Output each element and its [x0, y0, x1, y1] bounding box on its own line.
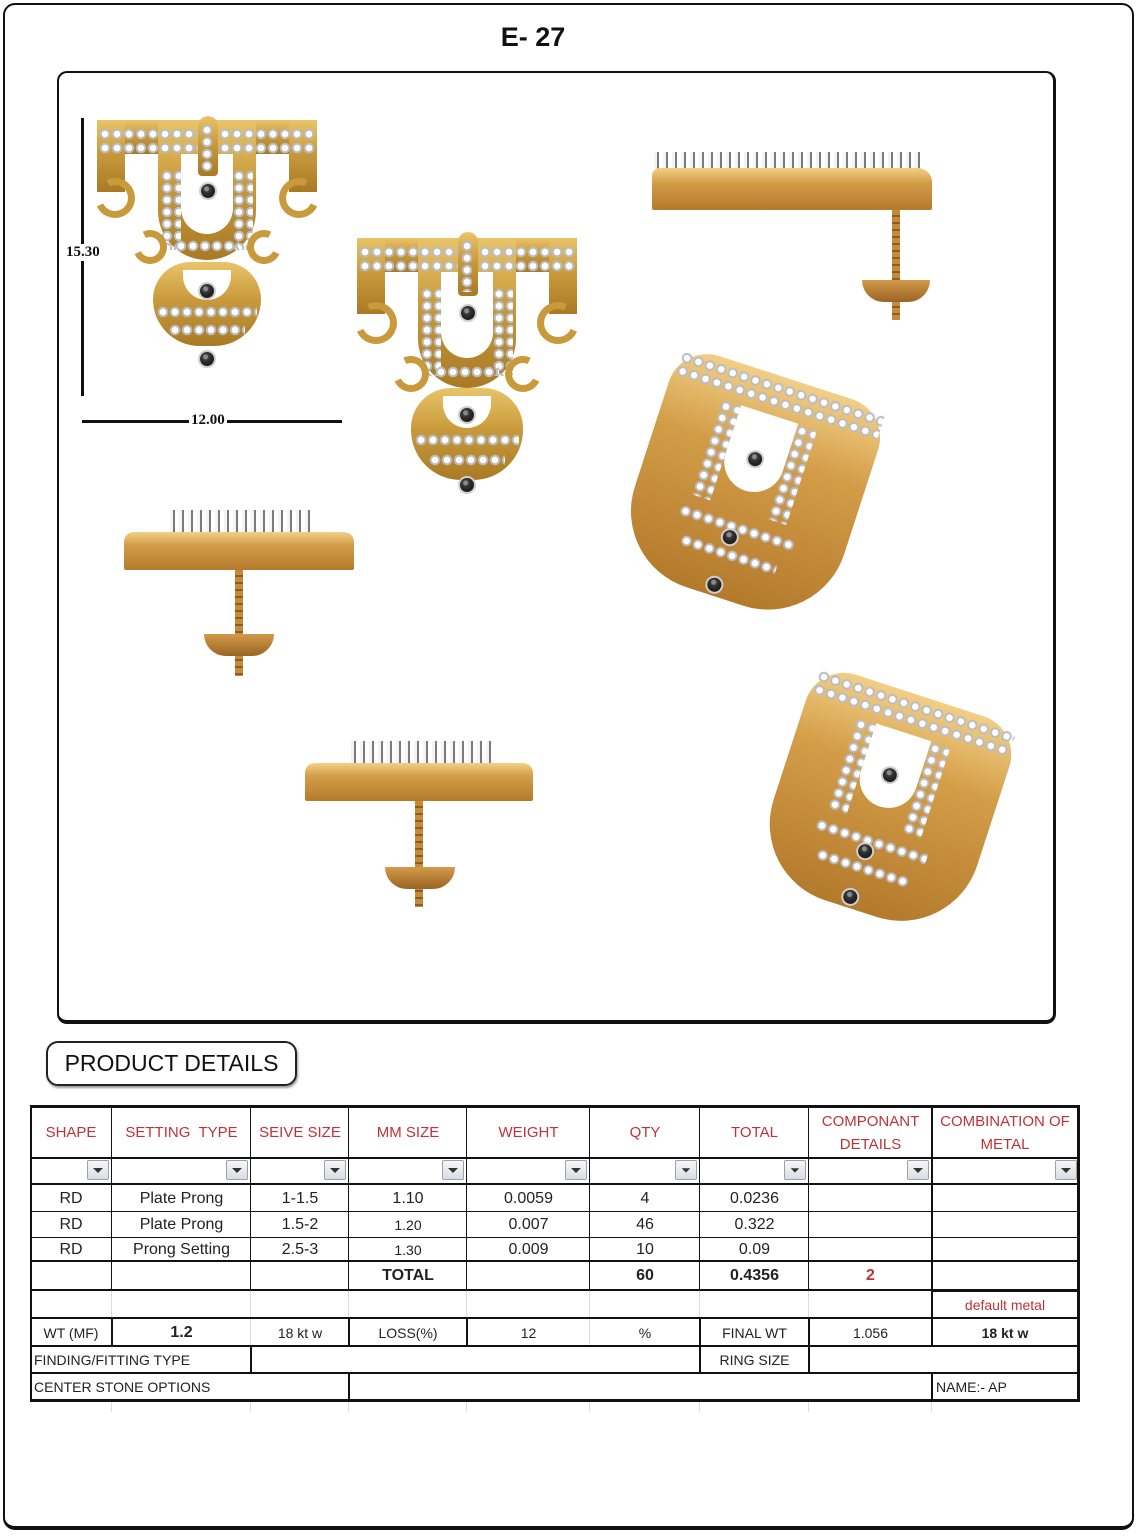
grid-line — [589, 1105, 590, 1290]
mm-size-filter-dropdown[interactable] — [442, 1160, 464, 1180]
row2-total: 0.322 — [734, 1216, 775, 1233]
header-seive-size: SEIVE SIZE — [259, 1124, 341, 1141]
grid-line — [250, 1105, 251, 1290]
seive-size-filter-dropdown[interactable] — [324, 1160, 346, 1180]
name-label: NAME:- AP — [936, 1379, 1007, 1395]
row2-seive-size: 1.5-2 — [281, 1216, 319, 1233]
grid-line — [30, 1211, 1080, 1212]
grid-line — [699, 1105, 700, 1290]
grid-line — [931, 1372, 933, 1401]
chevron-down-icon — [93, 1168, 103, 1173]
side-view-bottom — [305, 733, 533, 909]
row2-weight: 0.007 — [508, 1216, 549, 1233]
grid-line — [30, 1260, 1080, 1262]
loss-value: 12 — [520, 1324, 537, 1341]
row1-setting-type: Plate Prong — [139, 1189, 224, 1207]
chevron-down-icon — [330, 1168, 340, 1173]
grid-line — [30, 1372, 1080, 1374]
center-stone-value[interactable] — [349, 1374, 932, 1400]
row3-total: 0.09 — [738, 1240, 771, 1258]
width-dimension-label: 12.00 — [191, 412, 225, 428]
design-code-title: E- 27 — [500, 22, 566, 52]
chevron-down-icon — [232, 1168, 242, 1173]
default-metal-label: default metal — [964, 1296, 1046, 1313]
filter-funnel-icon: ⏷ — [681, 1163, 691, 1177]
header-shape: SHAPE — [45, 1124, 97, 1141]
final-wt-value: 1.056 — [852, 1324, 889, 1341]
grid-line — [932, 1290, 1080, 1292]
final-wt-label: FINAL WT — [722, 1324, 787, 1341]
row1-total: 0.0236 — [730, 1189, 779, 1207]
grid-line — [348, 1105, 349, 1290]
chevron-down-icon — [1061, 1168, 1071, 1173]
finding-fitting-label: FINDING/FITTING TYPE — [34, 1352, 191, 1368]
grid-line — [808, 1317, 810, 1374]
header-total: TOTAL — [731, 1124, 778, 1141]
total-row-componant: 2 — [866, 1267, 875, 1284]
total-row-qty: 60 — [636, 1267, 654, 1284]
height-dimension-label: 15.30 — [66, 244, 100, 260]
grid-line — [808, 1105, 809, 1290]
row3-mm-size: 1.30 — [394, 1241, 422, 1258]
row1-mm-size: 1.10 — [392, 1189, 424, 1207]
grid-line — [931, 1105, 933, 1347]
grid-line — [30, 1157, 1080, 1159]
final-wt-metal: 18 kt w — [981, 1324, 1029, 1341]
header-combination-of-metal: COMBINATION OF METAL — [940, 1112, 1070, 1153]
grid-line — [466, 1317, 468, 1347]
qty-filter-dropdown[interactable] — [675, 1160, 697, 1180]
grid-line — [30, 1289, 1080, 1291]
wt-mf-metal: 18 kt w — [277, 1324, 323, 1341]
weight-filter-dropdown[interactable] — [565, 1160, 587, 1180]
grid-line — [111, 1317, 113, 1347]
filter-funnel-icon: ⏷ — [790, 1163, 800, 1177]
wt-mf-label: WT (MF) — [43, 1324, 99, 1341]
header-weight: WEIGHT — [498, 1124, 559, 1141]
row1-seive-size: 1-1.5 — [281, 1189, 319, 1207]
grid-line — [699, 1317, 701, 1374]
ring-size-value[interactable] — [809, 1347, 1078, 1373]
total-row-label: TOTAL — [382, 1267, 434, 1284]
loss-label: LOSS(%) — [378, 1324, 438, 1341]
ring-size-label: RING SIZE — [719, 1352, 790, 1368]
row2-mm-size: 1.20 — [394, 1217, 422, 1233]
loss-unit: % — [638, 1324, 652, 1341]
chevron-down-icon — [448, 1168, 458, 1173]
front-view-with-dimensions — [95, 120, 320, 370]
grid-line — [348, 1372, 350, 1401]
chevron-down-icon — [913, 1168, 923, 1173]
metal-filter-dropdown[interactable] — [1055, 1160, 1077, 1180]
side-view-right — [652, 150, 932, 322]
finding-fitting-value[interactable] — [251, 1347, 700, 1373]
row3-seive-size: 2.5-3 — [281, 1240, 319, 1258]
table-border — [30, 1105, 1080, 1108]
grid-line — [30, 1237, 1080, 1238]
row2-qty: 46 — [636, 1216, 654, 1233]
grid-line — [30, 1105, 32, 1402]
header-componant-details: COMPONANT DETAILS — [821, 1112, 920, 1153]
row3-weight: 0.009 — [508, 1240, 549, 1258]
grid-line — [466, 1105, 467, 1290]
front-view — [355, 232, 580, 507]
chevron-down-icon — [571, 1168, 581, 1173]
side-view-left — [124, 502, 354, 678]
product-details-heading: PRODUCT DETAILS — [46, 1041, 297, 1086]
row1-qty: 4 — [640, 1189, 650, 1207]
header-mm-size: MM SIZE — [376, 1124, 440, 1141]
row2-shape: RD — [59, 1216, 83, 1233]
total-filter-dropdown[interactable] — [784, 1160, 806, 1180]
header-qty: QTY — [629, 1124, 661, 1141]
center-stone-label: CENTER STONE OPTIONS — [34, 1379, 211, 1395]
shape-filter-dropdown[interactable] — [87, 1160, 109, 1180]
row3-setting-type: Prong Setting — [133, 1240, 230, 1258]
header-setting-type: SETTING TYPE — [125, 1124, 238, 1141]
componant-filter-dropdown[interactable] — [907, 1160, 929, 1180]
row3-shape: RD — [59, 1240, 83, 1258]
wt-mf-value: 1.2 — [170, 1323, 193, 1341]
grid-line — [1077, 1105, 1080, 1402]
grid-line — [111, 1105, 112, 1290]
grid-line — [30, 1345, 1080, 1347]
grid-line — [30, 1317, 1080, 1319]
row1-shape: RD — [59, 1189, 83, 1207]
grid-line — [30, 1183, 1080, 1185]
grid-line — [348, 1317, 350, 1347]
row3-qty: 10 — [636, 1240, 654, 1258]
total-row-total: 0.4356 — [730, 1267, 779, 1284]
setting-type-filter-dropdown[interactable] — [226, 1160, 248, 1180]
row1-weight: 0.0059 — [504, 1189, 553, 1207]
grid-line — [30, 1399, 1080, 1402]
row2-setting-type: Plate Prong — [139, 1216, 224, 1233]
grid-line — [250, 1345, 252, 1374]
